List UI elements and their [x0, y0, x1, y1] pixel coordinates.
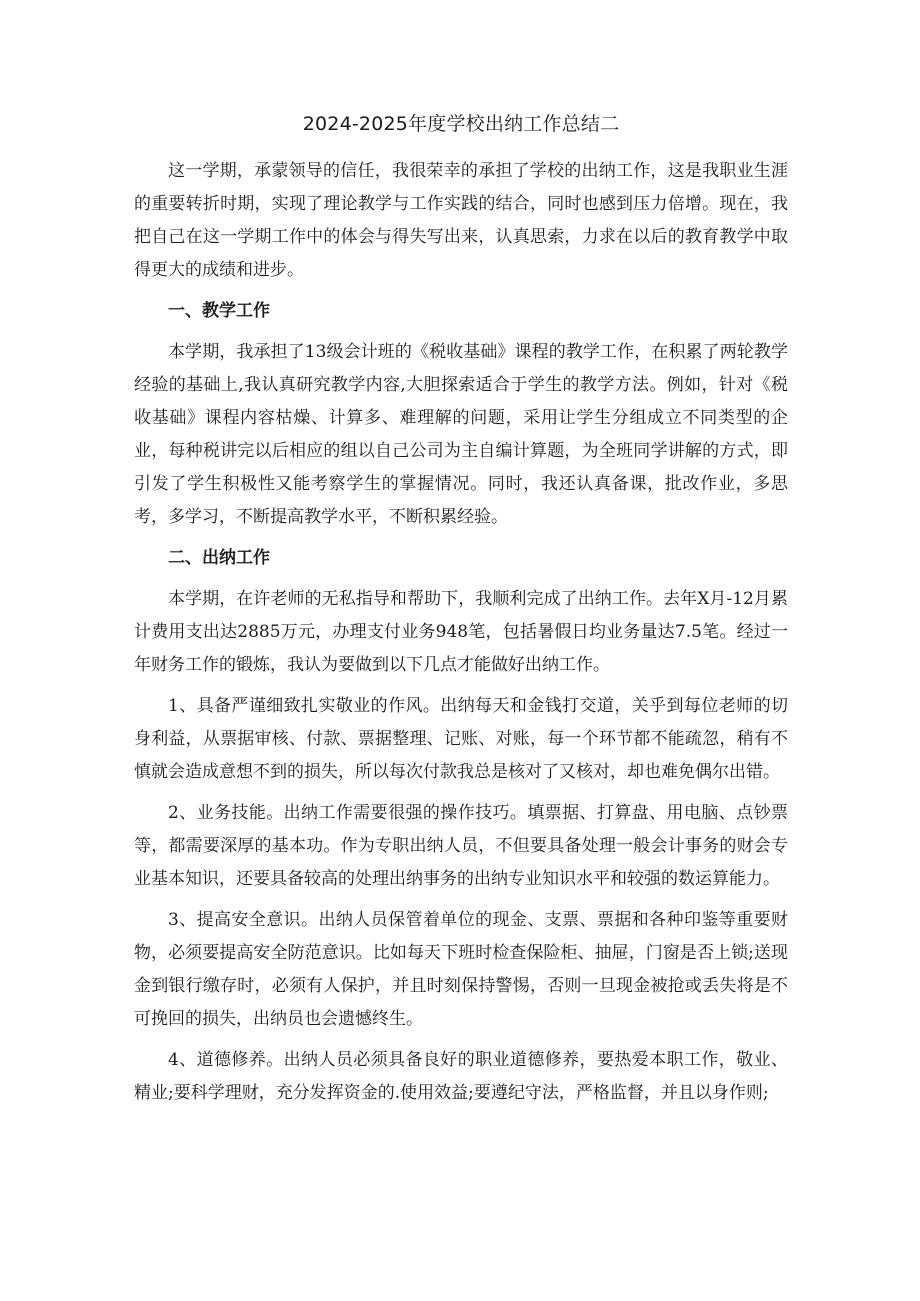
point-paragraph-2: 2、业务技能。出纳工作需要很强的操作技巧。填票据、打算盘、用电脑、点钞票等，都需要深厚的基本功。作为专职出纳人员，不但要具备处理一般会计事务的财会专业基本知识，还要具备较高的处理出纳事务的出纳专业知识水平和较强的数运算能力。 — [134, 803, 788, 889]
section-heading-teaching: 一、教学工作 — [168, 301, 270, 321]
intro-paragraph: 这一学期，承蒙领导的信任，我很荣幸的承担了学校的出纳工作，这是我职业生涯的重要转折时期，实现了理论教学与工作实践的结合，同时也感到压力倍增。现在，我把自己在这一学期工作中的体会与得失写出来，认真思索，力求在以后的教育教学中取得更大的成绩和进步。 — [134, 161, 788, 280]
section-heading-cashier: 二、出纳工作 — [168, 548, 270, 568]
cashier-paragraph: 本学期，在许老师的无私指导和帮助下，我顺利完成了出纳工作。去年X月-12月累计费用支出达2885万元，办理支付业务948笔，包括暑假日均业务量达7.5笔。经过一年财务工作的锻炼，我认为要做到以下几点才能做好出纳工作。 — [134, 589, 788, 675]
point-paragraph-1: 1、具备严谨细致扎实敬业的作风。出纳每天和金钱打交道，关乎到每位老师的切身利益，从票据审核、付款、票据整理、记账、对账，每一个环节都不能疏忽，稍有不慎就会造成意想不到的损失，所以每次付款我总是核对了又核对，却也难免偶尔出错。 — [134, 696, 788, 782]
point-paragraph-4: 4、道德修养。出纳人员必须具备良好的职业道德修养，要热爱本职工作，敬业、精业;要科学理财，充分发挥资金的.使用效益;要遵纪守法，严格监督，并且以身作则; — [134, 1050, 788, 1103]
point-paragraph-3: 3、提高安全意识。出纳人员保管着单位的现金、支票、票据和各种印鉴等重要财物，必须要提高安全防范意识。比如每天下班时检查保险柜、抽屉，门窗是否上锁;送现金到银行缴存时，必须有人保护，并且时刻保持警惕，否则一旦现金被抢或丢失将是不可挽回的损失，出纳员也会遗憾终生。 — [134, 910, 788, 1029]
teaching-paragraph: 本学期，我承担了13级会计班的《税收基础》课程的教学工作，在积累了两轮教学经验的基础上,我认真研究教学内容,大胆探索适合于学生的教学方法。例如，针对《税收基础》课程内容枯燥、计算多、难理解的问题，采用让学生分组成立不同类型的企业，每种税讲完以后相应的组以自己公司为主自编计算题，为全班同学讲解的方式，即引发了学生积极性又能考察学生的掌握情况。同时，我还认真备课，批改作业，多思考，多学习，不断提高教学水平，不断积累经验。 — [134, 342, 788, 527]
document-page — [134, 108, 788, 1118]
document-title: 2024-2025年度学校出纳工作总结二 — [302, 113, 620, 135]
